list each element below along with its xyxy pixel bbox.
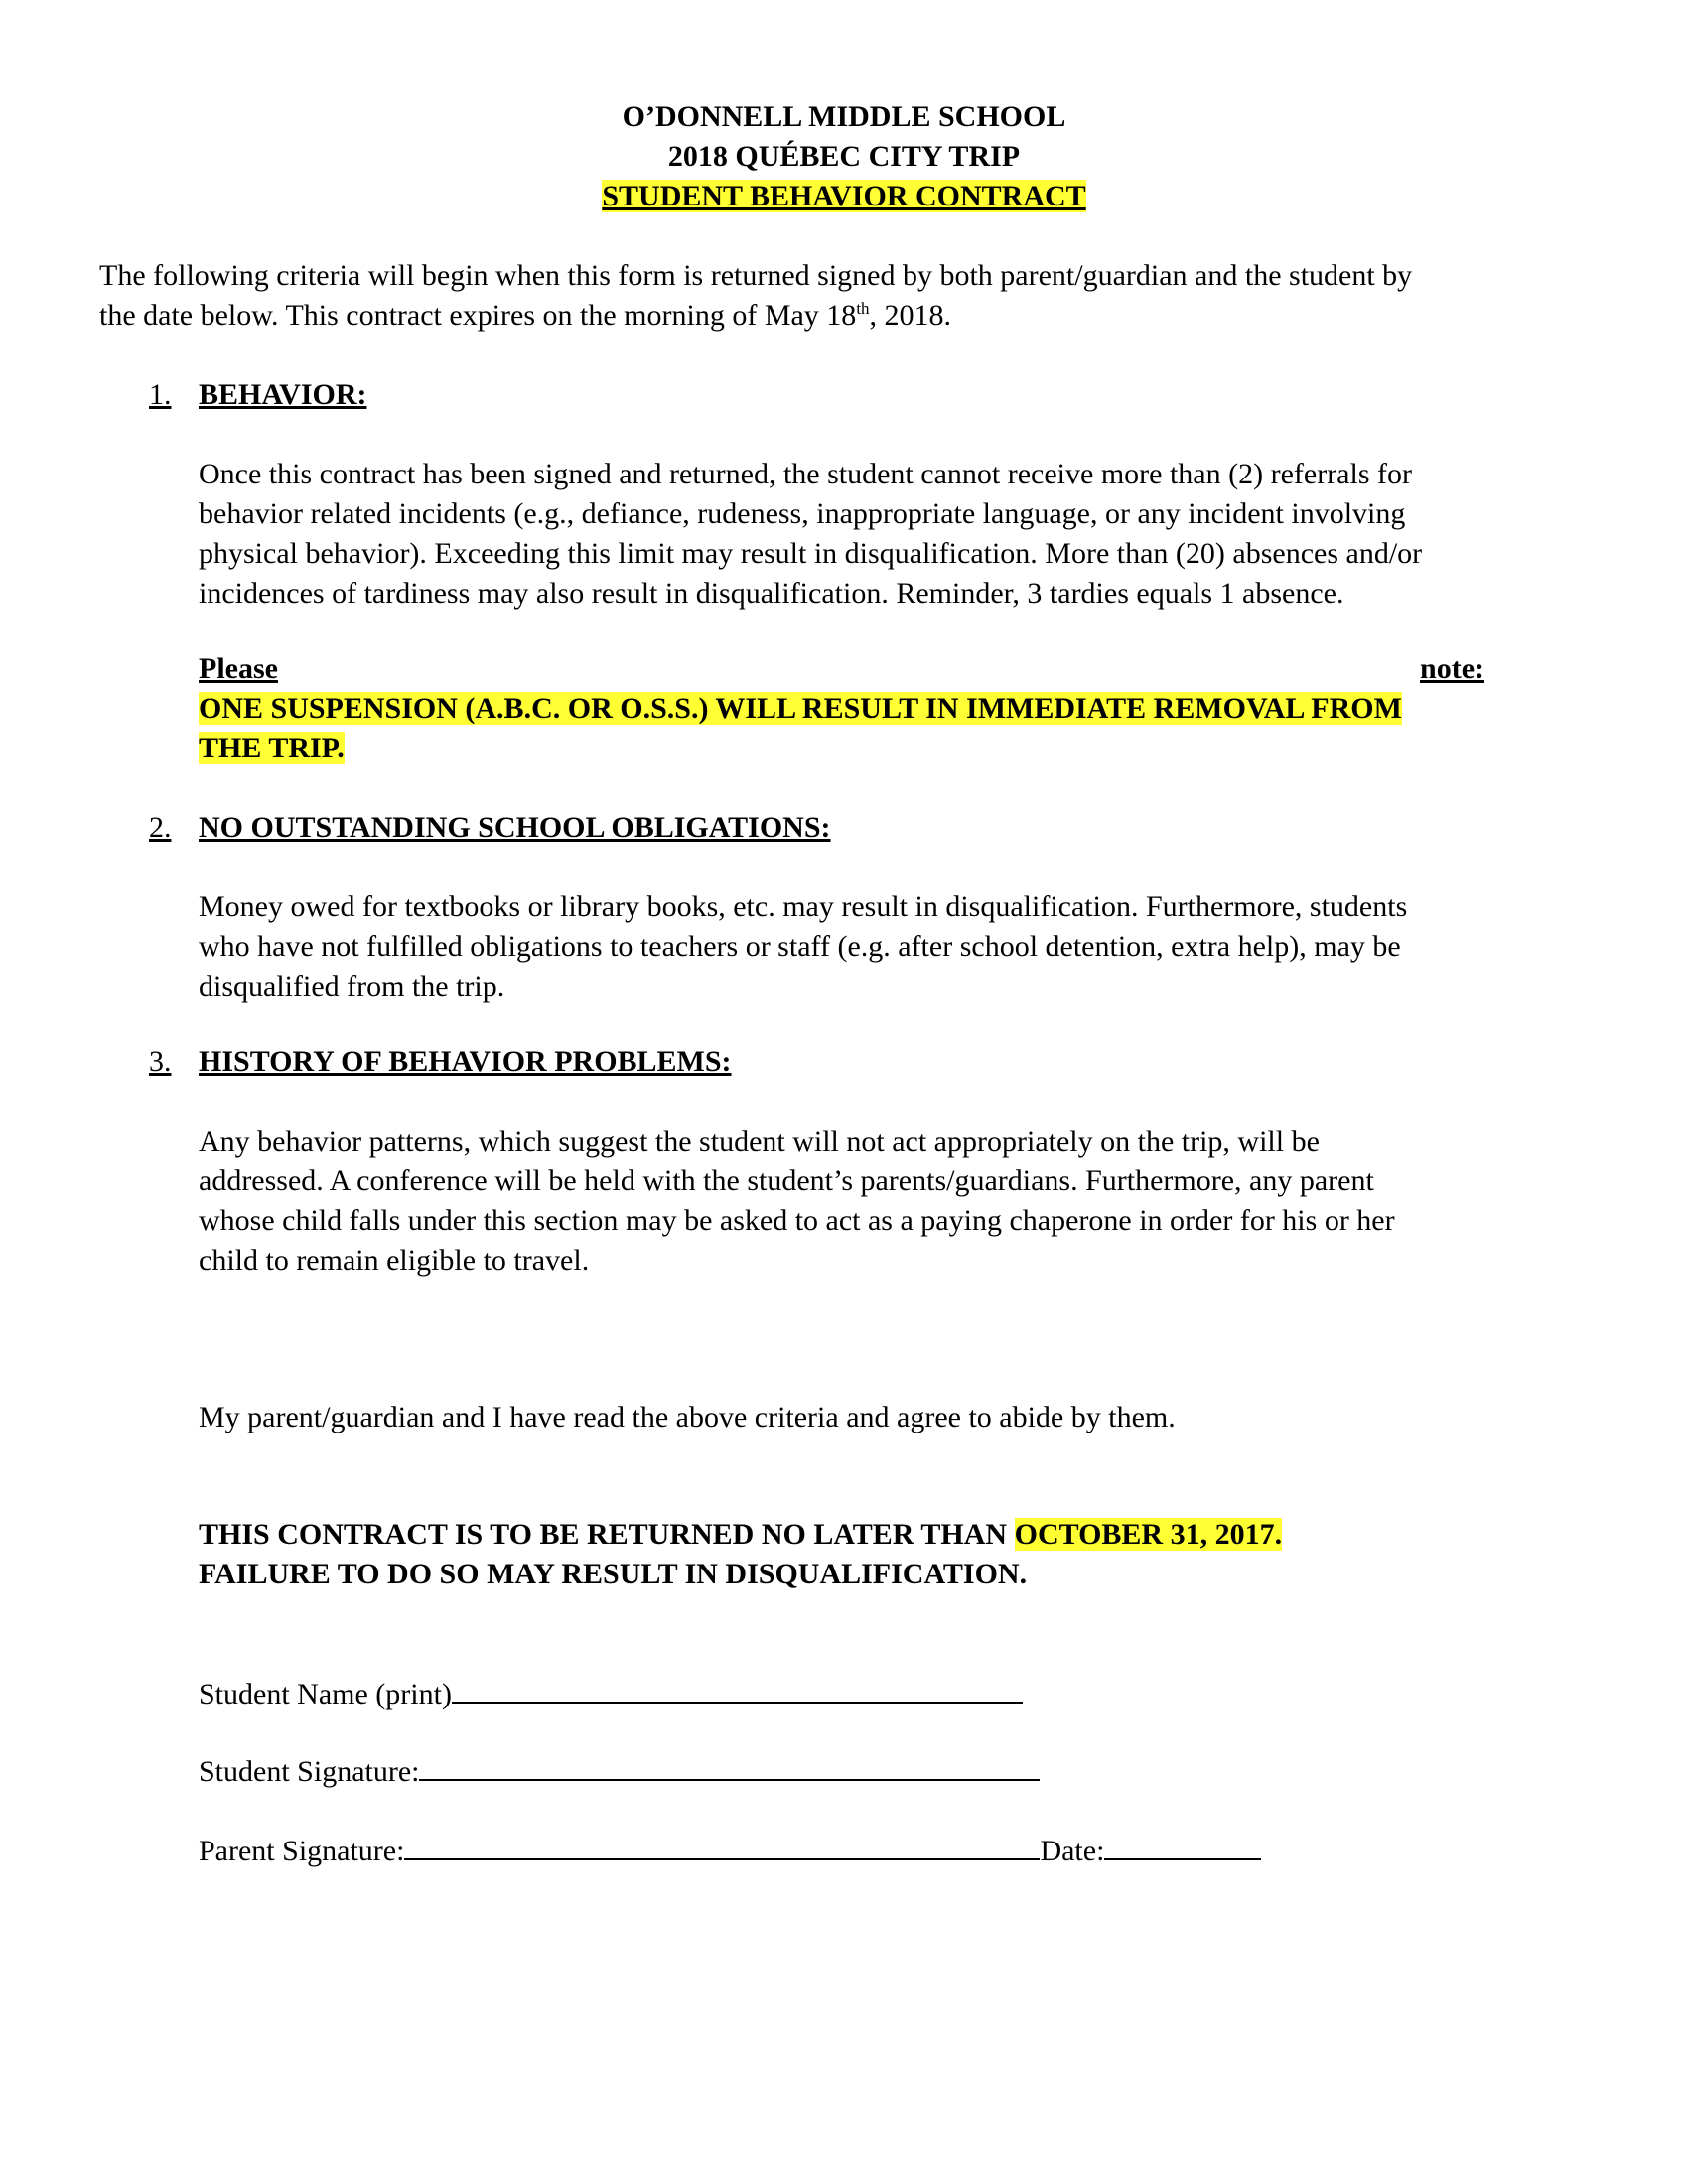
student-name-label: Student Name (print) [199,1678,452,1710]
date-field[interactable] [1104,1829,1261,1860]
section-1-number: 1. [149,378,172,411]
agreement-statement: My parent/guardian and I have read the above criteria and agree to abide by them. [199,1401,1176,1433]
deadline-text: THIS CONTRACT IS TO BE RETURNED NO LATER THAN [199,1518,1015,1551]
section-1-title: BEHAVIOR: [199,378,367,411]
section-3-line-3: whose child falls under this section may be asked to act as a paying chaperone in order for his or her [199,1204,1395,1237]
section-3-number: 3. [149,1045,172,1078]
suspension-warning-line-2 [199,729,345,768]
section-2-line-3: disqualified from the trip. [199,970,505,1003]
please-note-line [199,649,1484,689]
please-word: Please [199,652,278,685]
suspension-warning-2: THE TRIP. [199,732,345,764]
section-1-line-3: physical behavior). Exceeding this limit may result in disqualification. More than (20) absences and/or [199,537,1423,570]
section-2-heading [149,808,831,848]
student-signature-label: Student Signature: [199,1755,420,1788]
parent-signature-label: Parent Signature: [199,1835,405,1867]
student-name-row [199,1672,1023,1714]
section-3-title: HISTORY OF BEHAVIOR PROBLEMS: [199,1045,732,1078]
deadline-date: OCTOBER 31, 2017. [1014,1518,1283,1551]
section-1-line-1: Once this contract has been signed and returned, the student cannot receive more than (2) referrals for [199,458,1412,490]
note-word: note: [1420,652,1484,685]
student-name-field[interactable] [452,1672,1023,1704]
suspension-warning-line-1 [199,689,1402,729]
section-2-line-2: who have not fulfilled obligations to teachers or staff (e.g. after school detention, extra help), may be [199,930,1401,963]
intro-line-2-b: , 2018. [869,299,952,332]
section-3-line-4: child to remain eligible to travel. [199,1244,590,1277]
student-signature-field[interactable] [419,1749,1040,1781]
section-1-line-2: behavior related incidents (e.g., defiance, rudeness, inappropriate language, or any incident involving [199,497,1406,530]
contract-title: STUDENT BEHAVIOR CONTRACT [602,180,1086,212]
intro-line-1: The following criteria will begin when this form is returned signed by both parent/guardian and the student by [99,259,1413,292]
suspension-warning-1: ONE SUSPENSION (A.B.C. OR O.S.S.) WILL RESULT IN IMMEDIATE REMOVAL FROM [199,692,1402,725]
section-2-number: 2. [149,811,172,844]
section-3-heading [149,1042,732,1082]
date-label: Date: [1040,1835,1105,1867]
parent-signature-row [199,1829,1261,1871]
school-name: O’DONNELL MIDDLE SCHOOL [622,100,1066,133]
trip-title: 2018 QUÉBEC CITY TRIP [667,140,1021,173]
deadline-line-2: FAILURE TO DO SO MAY RESULT IN DISQUALIFICATION. [199,1558,1028,1590]
section-3-line-1: Any behavior patterns, which suggest the student will not act appropriately on the trip, will be [199,1125,1320,1158]
intro-line-2-a: the date below. This contract expires on the morning of May 18 [99,299,857,332]
section-2-title: NO OUTSTANDING SCHOOL OBLIGATIONS: [199,811,831,844]
section-1-line-4: incidences of tardiness may also result in disqualification. Reminder, 3 tardies equals 1 absence. [199,577,1344,610]
section-3-line-2: addressed. A conference will be held with the student’s parents/guardians. Furthermore, any parent [199,1164,1374,1197]
intro-line-2 [99,296,951,336]
parent-signature-field[interactable] [404,1829,1040,1860]
student-signature-row [199,1749,1040,1792]
section-1-heading [149,375,366,415]
contract-title-row [0,177,1688,216]
intro-line-2-sup: th [856,299,870,318]
deadline-line-1 [199,1515,1282,1555]
section-2-line-1: Money owed for textbooks or library books, etc. may result in disqualification. Furthermore, students [199,890,1408,923]
